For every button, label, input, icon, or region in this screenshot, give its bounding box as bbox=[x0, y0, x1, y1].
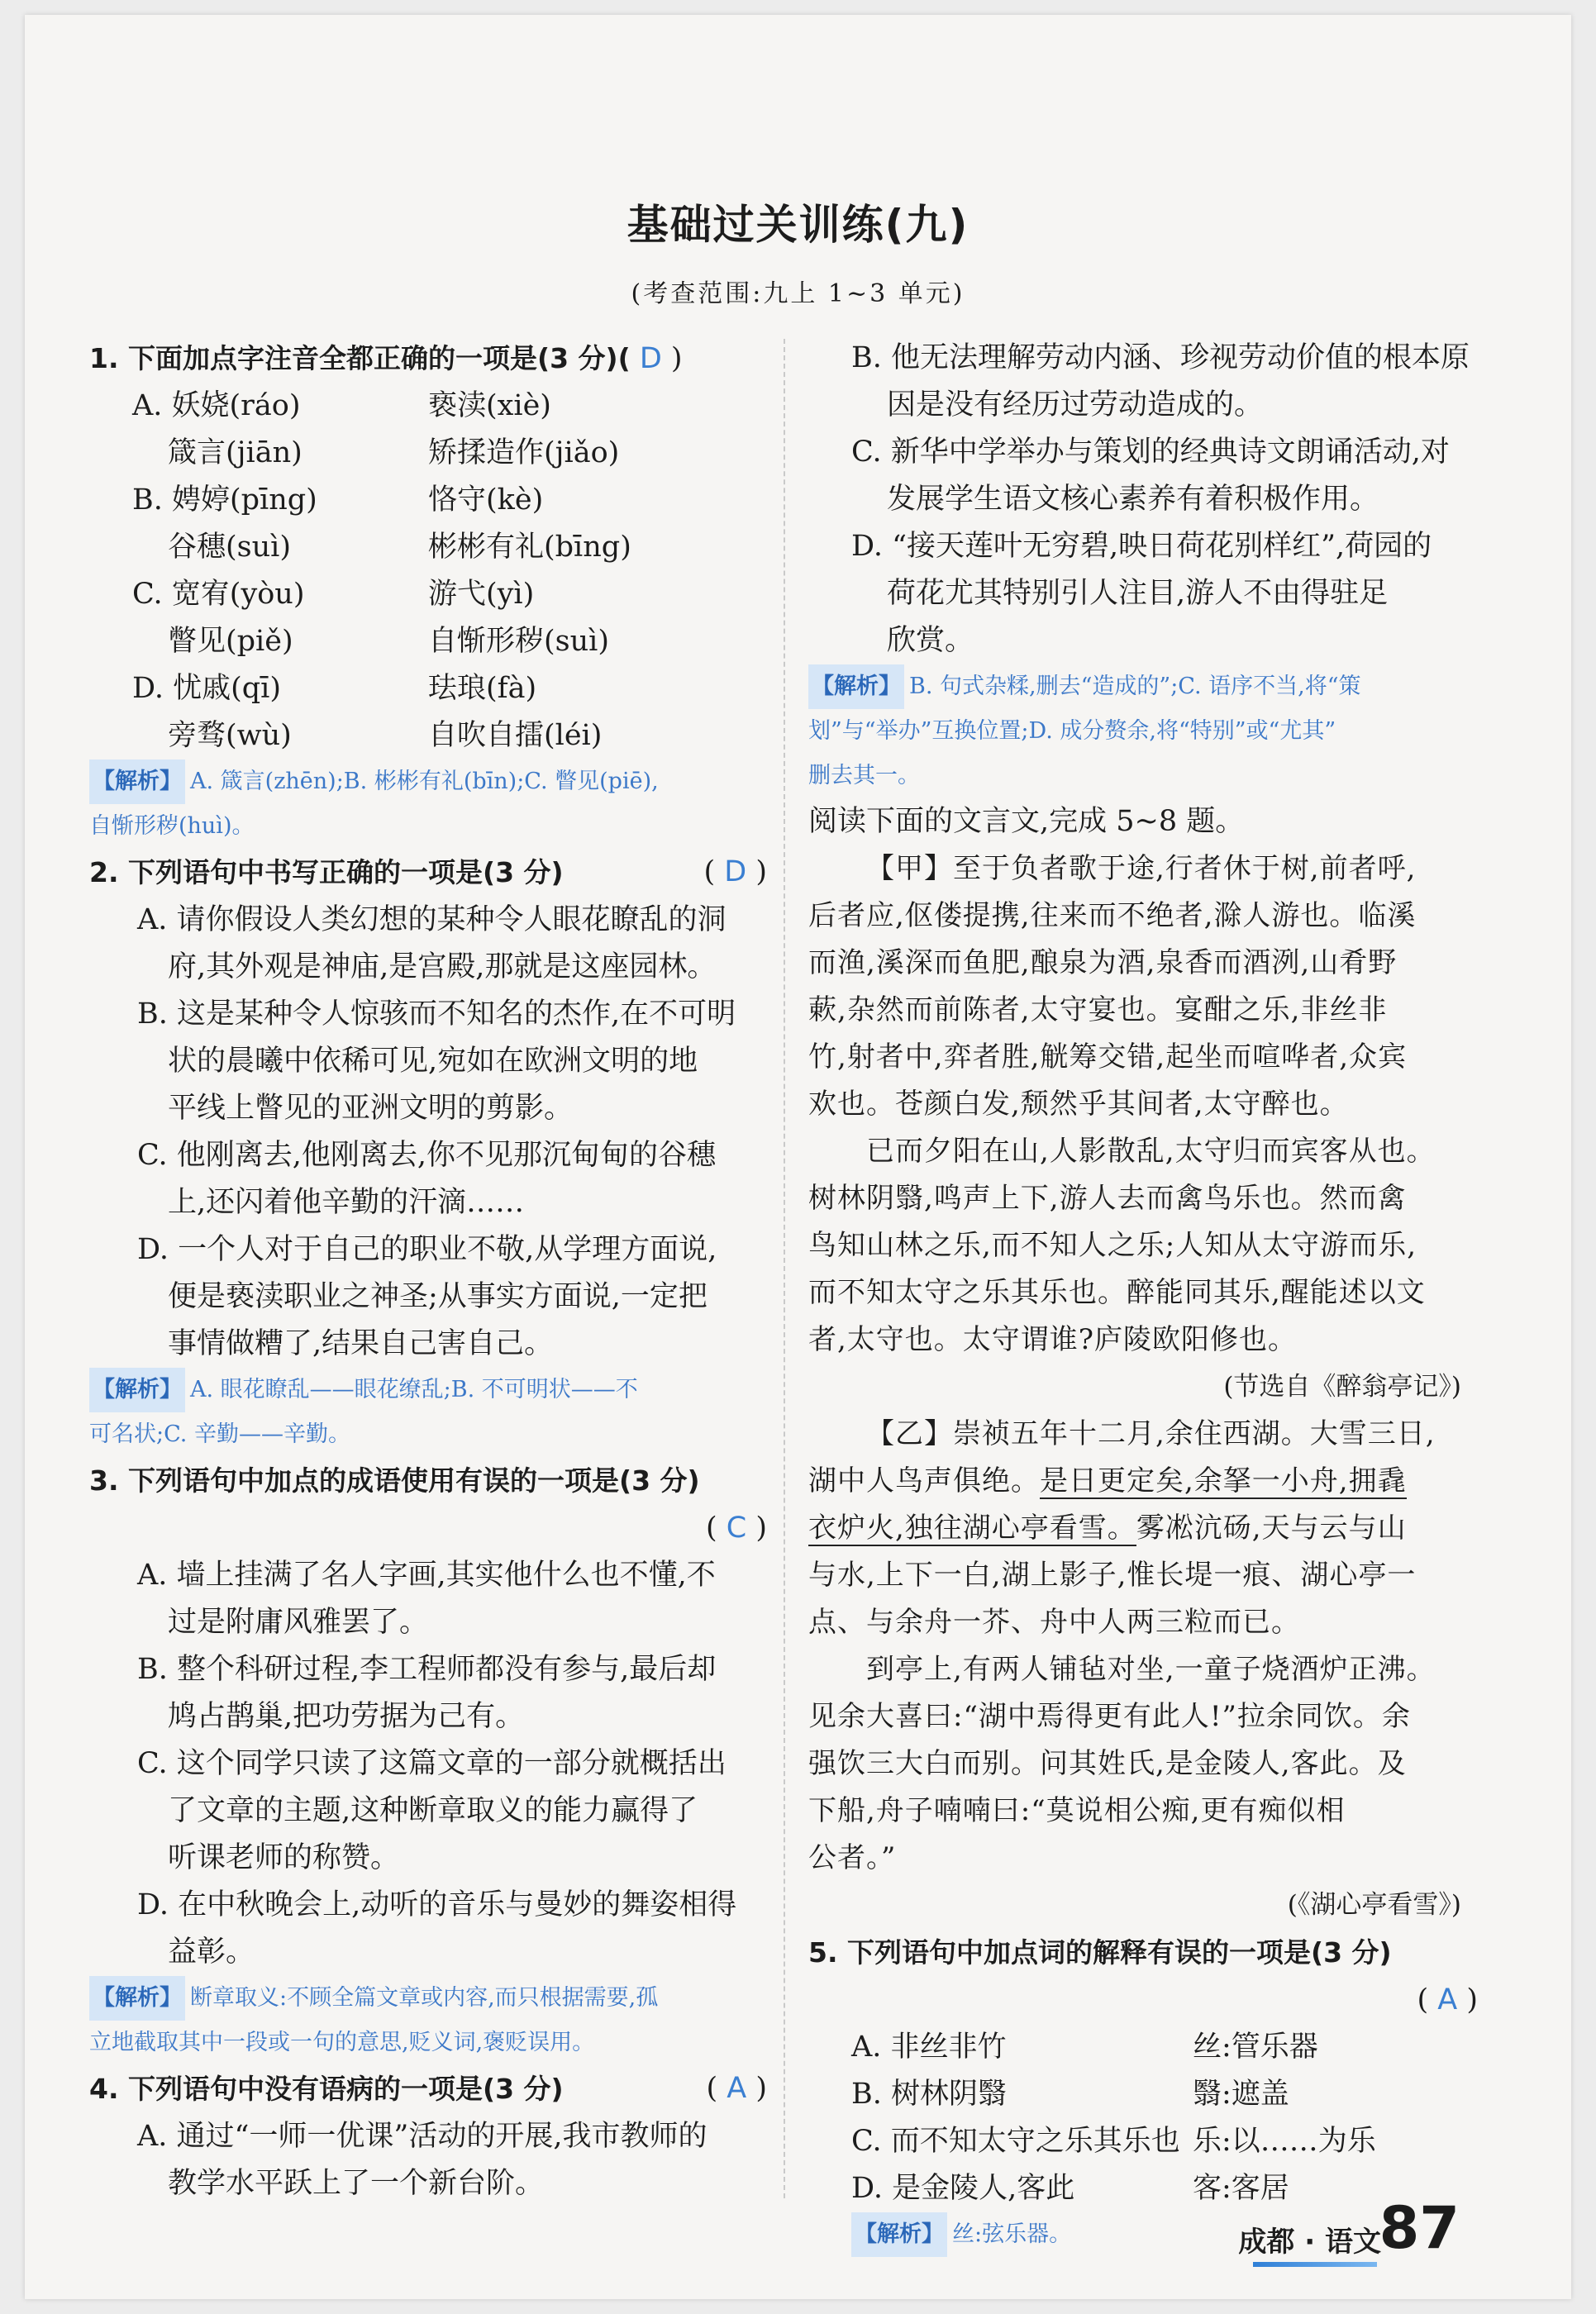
q3-line: A. 墙上挂满了名人字画,其实他什么也不懂,不 bbox=[137, 1559, 716, 1592]
page-subtitle: (考查范围:九上 1~3 单元) bbox=[631, 279, 965, 308]
q3-line: 过是附庸风雅罢了。 bbox=[168, 1606, 429, 1639]
q1-option-row: 谷穗(suì) 彬彬有礼(bīng) bbox=[168, 531, 631, 564]
q1-option-row: 箴言(jiān) 矫揉造作(jiǎo) bbox=[168, 436, 620, 469]
q4-line: B. 他无法理解劳动内涵、珍视劳动价值的根本原 bbox=[851, 341, 1470, 374]
question-1-stem: 1. 下面加点字注音全都正确的一项是(3 分)( D ) bbox=[89, 342, 683, 375]
q4-line: 发展学生语文核心素养有着积极作用。 bbox=[887, 483, 1379, 516]
passage-yi-line: 点、与余舟一芥、舟中人两三粒而已。 bbox=[808, 1606, 1300, 1639]
q4-analysis: 【解析】 B. 句式杂糅,删去“造成的”;C. 语序不当,将“策 bbox=[808, 664, 1478, 709]
passage-yi-line: 与水,上下一白,湖上影子,惟长堤一痕、湖心亭一 bbox=[808, 1559, 1417, 1592]
passage-yi-line: 衣炉火,独往湖心亭看雪。雾凇沆砀,天与云与山 bbox=[808, 1512, 1407, 1545]
underlined-text: 衣炉火,独往湖心亭看雪。 bbox=[808, 1512, 1136, 1545]
question-5-stem: 5. 下列语句中加点词的解释有误的一项是(3 分) bbox=[808, 1936, 1392, 1969]
q4-line: A. 通过“一师一优课”活动的开展,我市教师的 bbox=[137, 2120, 707, 2153]
q3-line: 益彰。 bbox=[168, 1935, 255, 1969]
passage-jia-line: 已而夕阳在山,人影散乱,太守归而宾客从也。 bbox=[866, 1135, 1436, 1168]
q5-option-row: A. 非丝非竹 丝:管乐器 bbox=[851, 2031, 1318, 2064]
passage-jia-line: 而不知太守之乐其乐也。醉能同其乐,醒能述以文 bbox=[808, 1276, 1426, 1309]
q4-analysis-cont: 删去其一。 bbox=[808, 763, 920, 788]
q2-line: C. 他刚离去,他刚离去,你不见那沉甸甸的谷穗 bbox=[137, 1139, 717, 1172]
analysis-tag: 【解析】 bbox=[808, 664, 904, 709]
underlined-text: 是日更定矣,余拏一小舟,拥毳 bbox=[1040, 1464, 1407, 1497]
q1-option-row: 旁骛(wù) 自吹自擂(léi) bbox=[168, 719, 603, 752]
q5-analysis: 【解析】 丝:弦乐器。 bbox=[808, 2212, 1478, 2257]
passage-jia-line: 后者应,伛偻提携,往来而不绝者,滁人游也。临溪 bbox=[808, 899, 1417, 932]
footer-accent-bar bbox=[1253, 2262, 1377, 2267]
analysis-tag: 【解析】 bbox=[851, 2212, 947, 2257]
q4-line: 荷花尤其特别引人注目,游人不由得驻足 bbox=[887, 577, 1389, 610]
passage-jia-line: 者,太守也。太守谓谁?庐陵欧阳修也。 bbox=[808, 1323, 1298, 1356]
q2-line: 府,其外观是神庙,是宫殿,那就是这座园林。 bbox=[168, 950, 717, 983]
q3-analysis-cont: 立地截取其中一段或一句的意思,贬义词,褒贬误用。 bbox=[89, 2030, 595, 2055]
q2-line: B. 这是某种令人惊骇而不知名的杰作,在不可明 bbox=[137, 997, 736, 1031]
q1-option-row: D. 忧戚(qī) 珐琅(fà) bbox=[132, 672, 537, 705]
q2-line: 状的晨曦中依稀可见,宛如在欧洲文明的地 bbox=[168, 1045, 698, 1078]
passage-jia-line: 蔌,杂然而前陈者,太守宴也。宴酣之乐,非丝非 bbox=[808, 993, 1388, 1026]
question-4-answer: A bbox=[727, 2072, 747, 2105]
q2-line: A. 请你假设人类幻想的某种令人眼花瞭乱的洞 bbox=[137, 903, 727, 936]
passage-jia-line: 鸟知山林之乐,而不知人之乐;人知从太守游而乐, bbox=[808, 1229, 1417, 1262]
q1-option-row: A. 妖娆(ráo) 亵渎(xiè) bbox=[132, 389, 551, 422]
passage-yi-line: 见余大喜曰:“湖中焉得更有此人!”拉余同饮。余 bbox=[808, 1700, 1411, 1733]
q2-line: 事情做糟了,结果自己害自己。 bbox=[168, 1327, 554, 1360]
question-3-answer: C bbox=[726, 1512, 747, 1545]
question-3-answer-row: ( C ) bbox=[705, 1512, 767, 1545]
q3-line: 听课老师的称赞。 bbox=[168, 1841, 400, 1874]
q4-line: 教学水平跃上了一个新台阶。 bbox=[168, 2167, 545, 2200]
q4-line: 因是没有经历过劳动造成的。 bbox=[887, 388, 1264, 421]
question-2-stem: 2. 下列语句中书写正确的一项是(3 分) ( D ) bbox=[89, 855, 767, 888]
question-2-answer: D bbox=[724, 855, 747, 888]
q2-line: D. 一个人对于自己的职业不敬,从学理方面说, bbox=[137, 1233, 717, 1266]
passage-yi-line: 强饮三大白而别。问其姓氏,是金陵人,客此。及 bbox=[808, 1747, 1407, 1780]
footer-label: 成都 · 语文 bbox=[1238, 2226, 1381, 2259]
passage-jia-line: 而渔,溪深而鱼肥,酿泉为酒,泉香而酒洌,山肴野 bbox=[808, 946, 1398, 979]
q1-option-row: B. 娉婷(pīng) 恪守(kè) bbox=[132, 483, 544, 517]
passage-jia-line: 欢也。苍颜白发,颓然乎其间者,太守醉也。 bbox=[808, 1088, 1349, 1121]
q2-analysis-cont: 可名状;C. 辛勤——辛勤。 bbox=[89, 1421, 350, 1447]
q4-line: D. “接天莲叶无穷碧,映日荷花别样红”,荷园的 bbox=[851, 530, 1432, 563]
q4-line: 欣赏。 bbox=[887, 624, 974, 657]
q1-analysis: 【解析】 A. 箴言(zhēn);B. 彬彬有礼(bīn);C. 瞥见(piē), bbox=[89, 759, 767, 804]
page-number: 87 bbox=[1379, 2194, 1460, 2262]
passage-yi-line: 【乙】崇祯五年十二月,余住西湖。大雪三日, bbox=[866, 1417, 1436, 1450]
passage-jia-line: 树林阴翳,鸣声上下,游人去而禽鸟乐也。然而禽 bbox=[808, 1182, 1407, 1215]
q4-line: C. 新华中学举办与策划的经典诗文朗诵活动,对 bbox=[851, 436, 1450, 469]
q3-line: 鸠占鹊巢,把功劳据为己有。 bbox=[168, 1700, 525, 1733]
question-4-stem: 4. 下列语句中没有语病的一项是(3 分) ( A ) bbox=[89, 2072, 767, 2105]
passage-yi-line: 到亭上,有两人铺毡对坐,一童子烧酒炉正沸。 bbox=[866, 1653, 1436, 1686]
question-3-stem: 3. 下列语句中加点的成语使用有误的一项是(3 分) bbox=[89, 1464, 700, 1497]
q3-line: D. 在中秋晚会上,动听的音乐与曼妙的舞姿相得 bbox=[137, 1888, 737, 1921]
question-5-answer-row: ( A ) bbox=[1417, 1983, 1478, 2016]
analysis-tag: 【解析】 bbox=[89, 1368, 185, 1412]
q2-line: 上,还闪着他辛勤的汗滴…… bbox=[168, 1186, 525, 1219]
q5-option-row: B. 树林阴翳 翳:遮盖 bbox=[851, 2078, 1289, 2111]
q1-analysis-cont: 自惭形秽(huì)。 bbox=[89, 813, 255, 839]
q2-line: 平线上瞥见的亚洲文明的剪影。 bbox=[168, 1092, 574, 1125]
passage-jia-line: 竹,射者中,弈者胜,觥筹交错,起坐而喧哗者,众宾 bbox=[808, 1040, 1408, 1074]
q3-analysis: 【解析】 断章取义:不顾全篇文章或内容,而只根据需要,孤 bbox=[89, 1976, 767, 2021]
question-1-answer: D bbox=[639, 342, 662, 375]
analysis-tag: 【解析】 bbox=[89, 759, 185, 804]
q1-option-row: C. 宽宥(yòu) 游弋(yì) bbox=[132, 578, 535, 611]
question-5-answer: A bbox=[1437, 1983, 1458, 2016]
q3-line: C. 这个同学只读了这篇文章的一部分就概括出 bbox=[137, 1747, 727, 1780]
analysis-tag: 【解析】 bbox=[89, 1976, 185, 2021]
q2-line: 便是亵渎职业之神圣;从事实方面说,一定把 bbox=[168, 1280, 707, 1313]
passage-yi-line: 下船,舟子喃喃曰:“莫说相公痴,更有痴似相 bbox=[808, 1794, 1346, 1827]
page-title: 基础过关训练(九) bbox=[626, 201, 970, 249]
q5-option-row: D. 是金陵人,客此 客:客居 bbox=[851, 2172, 1289, 2205]
q4-analysis-cont: 划”与“举办”互换位置;D. 成分赘余,将“特别”或“尤其” bbox=[808, 718, 1336, 744]
right-column bbox=[808, 335, 1478, 2257]
q5-option-row: C. 而不知太守之乐其乐也 乐:以……为乐 bbox=[851, 2125, 1376, 2158]
passage-jia-line: 【甲】至于负者歌于途,行者休于树,前者呼, bbox=[866, 852, 1417, 885]
column-divider bbox=[784, 339, 785, 2198]
q3-line: B. 整个科研过程,李工程师都没有参与,最后却 bbox=[137, 1653, 717, 1686]
passage-yi-line: 公者。” bbox=[808, 1841, 897, 1874]
q2-analysis: 【解析】 A. 眼花瞭乱——眼花缭乱;B. 不可明状——不 bbox=[89, 1368, 767, 1412]
q3-line: 了文章的主题,这种断章取义的能力赢得了 bbox=[168, 1794, 698, 1827]
passage-yi-line: 湖中人鸟声俱绝。是日更定矣,余拏一小舟,拥毳 bbox=[808, 1464, 1407, 1497]
q1-option-row: 瞥见(piě) 自惭形秽(suì) bbox=[168, 625, 610, 658]
passage-yi-source: (《湖心亭看雪》) bbox=[1287, 1890, 1461, 1920]
left-column bbox=[89, 335, 767, 2207]
passage-jia-source: (节选自《醉翁亭记》) bbox=[1223, 1372, 1461, 1402]
reading-intro: 阅读下面的文言文,完成 5~8 题。 bbox=[808, 805, 1245, 838]
